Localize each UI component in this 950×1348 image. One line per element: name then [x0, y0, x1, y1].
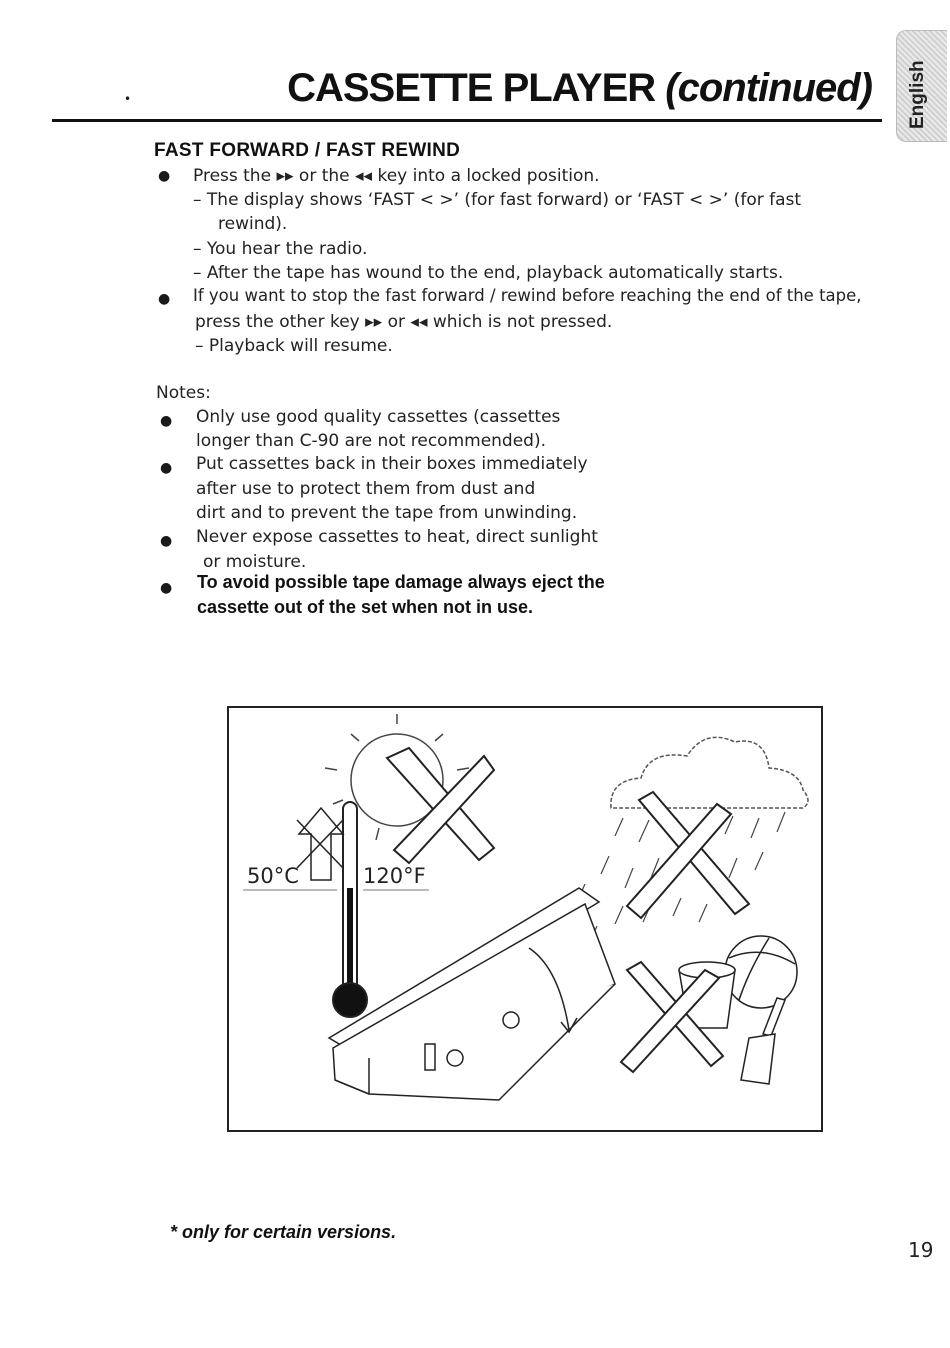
section-heading: FAST FORWARD / FAST REWIND: [154, 140, 461, 161]
notes-label: Notes:: [156, 383, 211, 403]
note-line: Only use good quality cassettes (cassettes: [196, 407, 561, 427]
cross-rain-icon: [627, 792, 749, 918]
up-arrow-icon: [297, 808, 343, 880]
stray-dot: •: [124, 92, 132, 106]
cassette-warning-illustration: [227, 706, 823, 1132]
note-line: dirt and to prevent the tape from unwinding.: [196, 503, 578, 523]
instruction-line: Press the ▸▸ or the ◂◂ key into a locked position.: [193, 166, 600, 186]
shovel-icon: [741, 998, 785, 1084]
note-line: longer than C-90 are not recommended).: [196, 431, 547, 451]
title-rule: [52, 119, 882, 122]
page-title: CASSETTE PLAYER (continued): [287, 66, 872, 110]
warning-line: To avoid possible tape damage always eject the: [197, 572, 605, 592]
bullet: ●: [160, 413, 173, 429]
instruction-line: – The display shows ‘FAST < >’ (for fast forward) or ‘FAST < >’ (for fast: [193, 190, 802, 210]
note-line: Never expose cassettes to heat, direct sunlight: [196, 527, 598, 547]
beach-ball-icon: [725, 936, 797, 1008]
instruction-line: If you want to stop the fast forward / rewind before reaching the end of the tape,: [193, 286, 862, 305]
cassette-box-illustration: [329, 888, 615, 1100]
language-tab-label: English: [907, 60, 928, 129]
instruction-line: – Playback will resume.: [195, 336, 393, 356]
warning-line: cassette out of the set when not in use.: [197, 597, 534, 617]
instruction-line: press the other key ▸▸ or ◂◂ which is not pressed.: [195, 312, 613, 332]
temp-fahrenheit-label: 120°F: [363, 864, 426, 888]
bullet: ●: [158, 291, 171, 307]
bullet: ●: [160, 533, 173, 549]
note-line: or moisture.: [203, 552, 307, 572]
bullet: ●: [160, 460, 173, 476]
cloud-icon: [611, 737, 808, 808]
bullet: ●: [158, 168, 171, 184]
temp-celsius-label: 50°C: [247, 864, 299, 888]
language-tab: [896, 30, 947, 142]
page-number: 19: [908, 1238, 934, 1262]
instruction-line: rewind).: [218, 214, 288, 234]
instruction-line: – After the tape has wound to the end, playback automatically starts.: [193, 263, 784, 283]
instruction-line: – You hear the radio.: [193, 239, 368, 259]
footnote: * only for certain versions.: [170, 1222, 397, 1242]
note-line: Put cassettes back in their boxes immediately: [196, 454, 588, 474]
bullet: ●: [160, 580, 173, 596]
note-line: after use to protect them from dust and: [196, 479, 536, 499]
